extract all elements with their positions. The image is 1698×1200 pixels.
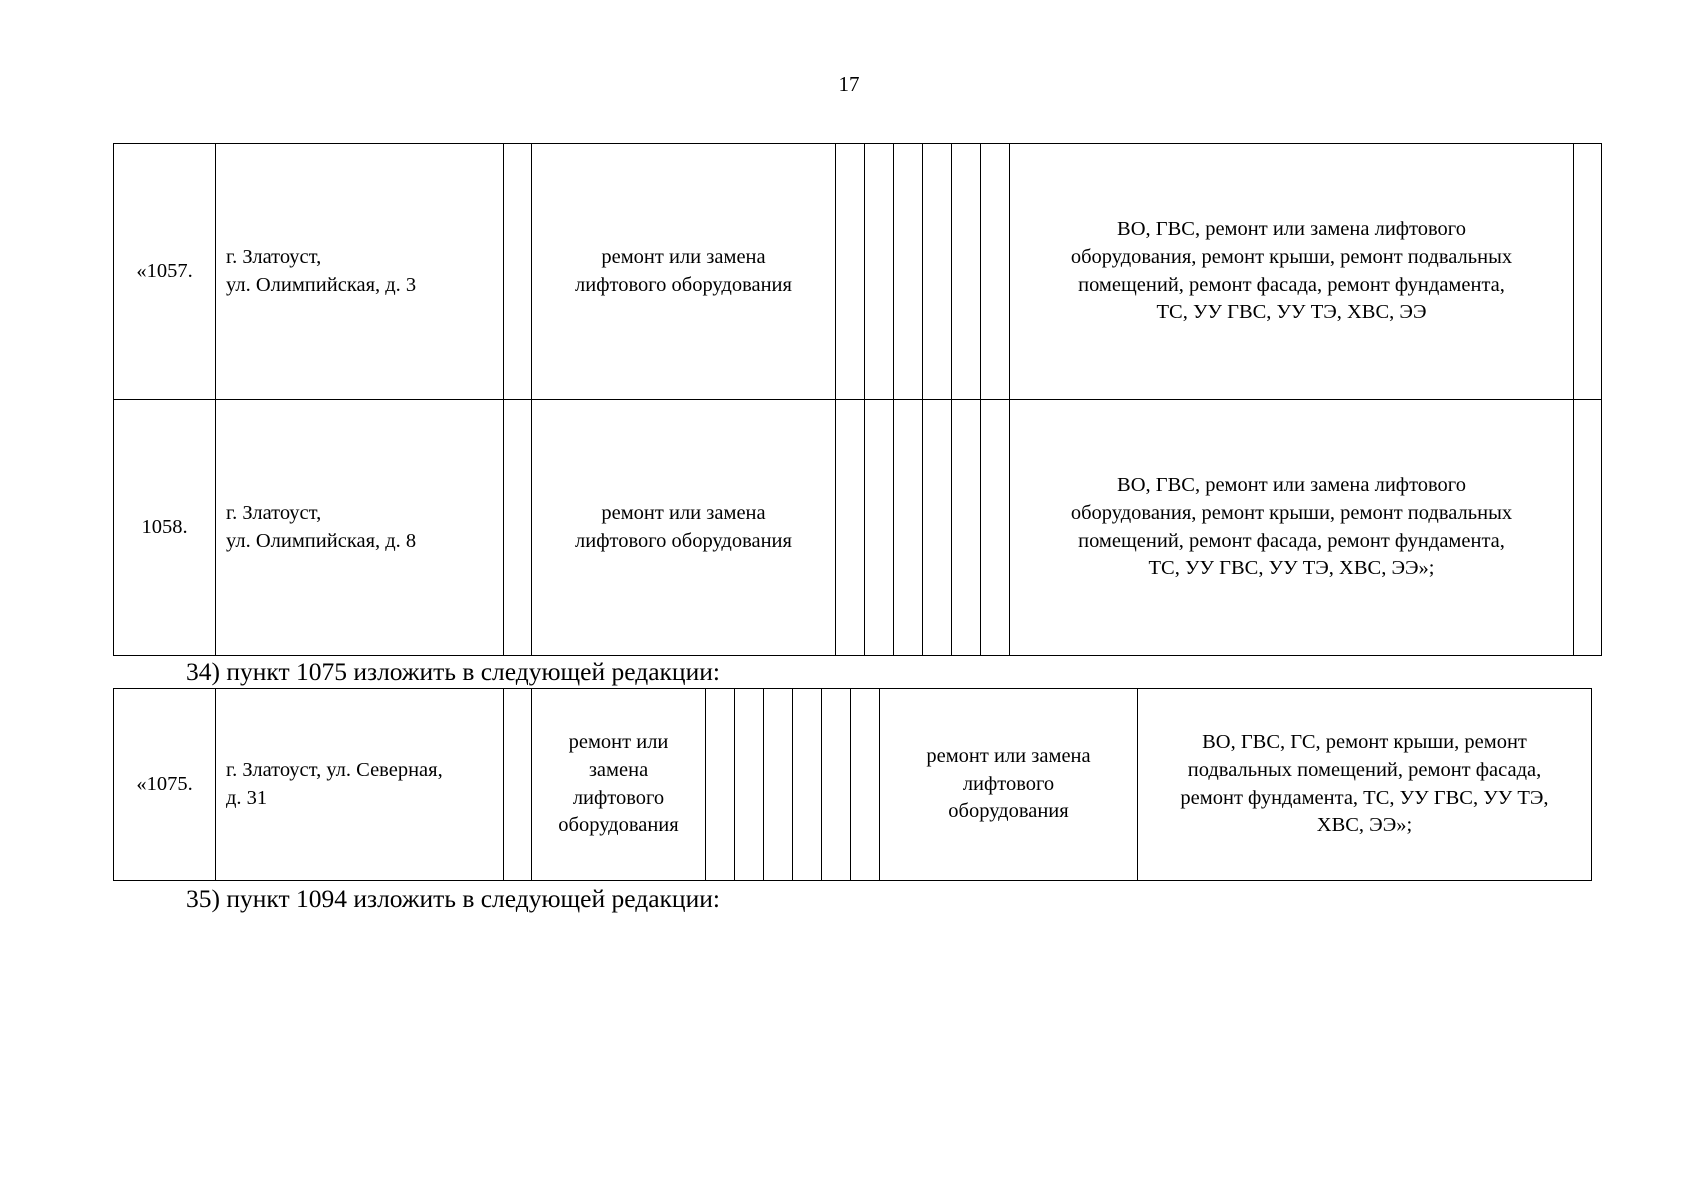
empty-cell <box>865 400 894 656</box>
works-list-line: ТС, УУ ГВС, УУ ТЭ, ХВС, ЭЭ <box>1156 301 1427 324</box>
works-list-line: ВО, ГВС, ремонт или замена лифтового <box>1117 474 1466 497</box>
empty-cell <box>1574 400 1602 656</box>
empty-cell <box>764 689 793 881</box>
work-type-2-cell <box>880 689 1138 881</box>
empty-cell <box>504 689 532 881</box>
address-line: д. 31 <box>226 786 268 809</box>
address-cell <box>216 689 504 881</box>
work-type-2-line: ремонт или замена <box>926 744 1091 767</box>
works-list-cell <box>1138 689 1592 881</box>
work-type-line: ремонт или <box>568 731 669 754</box>
work-type-cell <box>532 400 836 656</box>
work-type-2-line: оборудования <box>948 800 1069 823</box>
objects-table-2 <box>113 688 1592 881</box>
works-list-line: помещений, ремонт фасада, ремонт фундамента, <box>1078 529 1505 552</box>
works-list-line: ремонт фундамента, ТС, УУ ГВС, УУ ТЭ, <box>1180 786 1549 809</box>
empty-cell <box>894 144 923 400</box>
row-number-cell <box>114 400 216 656</box>
empty-cell <box>504 144 532 400</box>
row-number-cell <box>114 144 216 400</box>
empty-cell <box>836 144 865 400</box>
address-line: ул. Олимпийская, д. 8 <box>226 529 417 552</box>
work-type-line: ремонт или замена <box>601 501 766 524</box>
works-list-line: ВО, ГВС, ГС, ремонт крыши, ремонт <box>1202 731 1527 754</box>
works-list-line: ТС, УУ ГВС, УУ ТЭ, ХВС, ЭЭ»; <box>1148 557 1435 580</box>
empty-cell <box>793 689 822 881</box>
amendment-instruction: 35) пункт 1094 изложить в следующей редакции: <box>186 884 720 913</box>
address-line: г. Златоуст, <box>226 245 322 268</box>
row-number: «1057. <box>136 259 193 282</box>
work-type-line: лифтового оборудования <box>575 529 792 552</box>
empty-cell <box>822 689 851 881</box>
works-list-line: подвальных помещений, ремонт фасада, <box>1187 758 1542 781</box>
address-line: г. Златоуст, <box>226 501 322 524</box>
address-cell <box>216 400 504 656</box>
address-cell <box>216 144 504 400</box>
works-list-line: помещений, ремонт фасада, ремонт фундамента, <box>1078 273 1505 296</box>
table-row-1057 <box>114 144 1602 400</box>
work-type-cell <box>532 689 706 881</box>
empty-cell <box>706 689 735 881</box>
address-line: ул. Олимпийская, д. 3 <box>226 273 417 296</box>
empty-cell <box>952 144 981 400</box>
empty-cell <box>894 400 923 656</box>
work-type-line: оборудования <box>558 814 679 837</box>
amendment-instruction: 34) пункт 1075 изложить в следующей редакции: <box>186 657 720 686</box>
work-type-line: замена <box>588 758 649 781</box>
page-number: 17 <box>838 72 860 96</box>
works-list-cell <box>1010 144 1574 400</box>
row-number-cell <box>114 689 216 881</box>
address-line: г. Златоуст, ул. Северная, <box>226 758 443 781</box>
empty-cell <box>923 400 952 656</box>
works-list-line: оборудования, ремонт крыши, ремонт подвальных <box>1070 501 1513 524</box>
row-number: «1075. <box>136 772 193 795</box>
empty-cell <box>865 144 894 400</box>
empty-cell <box>952 400 981 656</box>
table-row-1058 <box>114 400 1602 656</box>
empty-cell <box>851 689 880 881</box>
work-type-cell <box>532 144 836 400</box>
empty-cell <box>1574 144 1602 400</box>
works-list-line: ХВС, ЭЭ»; <box>1316 814 1413 837</box>
empty-cell <box>923 144 952 400</box>
work-type-line: ремонт или замена <box>601 245 766 268</box>
empty-cell <box>504 400 532 656</box>
empty-cell <box>735 689 764 881</box>
work-type-2-line: лифтового <box>962 772 1055 795</box>
empty-cell <box>981 144 1010 400</box>
works-list-line: оборудования, ремонт крыши, ремонт подвальных <box>1070 245 1513 268</box>
works-list-line: ВО, ГВС, ремонт или замена лифтового <box>1117 218 1466 241</box>
empty-cell <box>836 400 865 656</box>
row-number: 1058. <box>141 515 188 538</box>
work-type-line: лифтового <box>572 786 665 809</box>
table-row-1075 <box>114 689 1592 881</box>
work-type-line: лифтового оборудования <box>575 273 792 296</box>
empty-cell <box>981 400 1010 656</box>
objects-table-1 <box>113 143 1602 656</box>
works-list-cell <box>1010 400 1574 656</box>
